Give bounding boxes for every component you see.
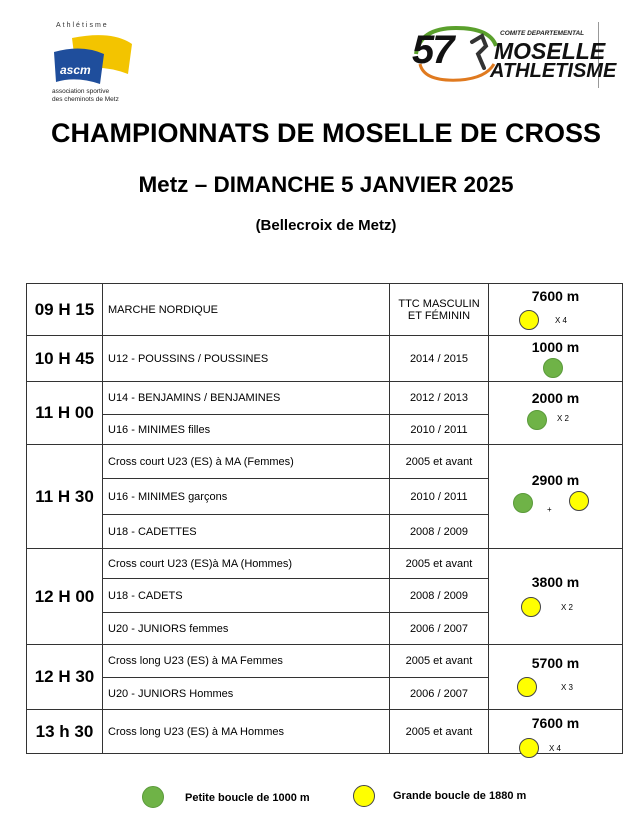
loop-multiplier: X 2 [557,414,570,423]
schedule-row [27,710,623,754]
start-time: 11 H 00 [27,382,103,445]
start-time: 10 H 45 [27,336,103,382]
loop-multiplier: X 3 [561,683,574,692]
large-loop-dot-icon [517,677,537,697]
distance-cell [489,645,623,710]
category-cell: Cross court U23 (ES) à MA (Femmes) [103,445,390,479]
schedule-row [27,336,623,382]
logo-committee: COMITE DEPARTEMENTAL [500,30,585,37]
legend-small-loop: Petite boucle de 1000 m [185,792,310,804]
category-cell: U18 - CADETS [103,579,390,613]
schedule-row [27,645,623,678]
category-cell: U16 - MINIMES garçons [103,479,390,515]
start-time: 13 h 30 [27,710,103,754]
logo-athletisme: ATHLETISME [490,60,617,82]
distance-cell [489,710,623,754]
large-loop-dot-icon [519,738,539,758]
distance-cell [489,382,623,445]
distance-label: 3800 m [531,574,580,590]
page-title: CHAMPIONNATS DE MOSELLE DE CROSS [50,118,602,148]
years-cell: 2010 / 2011 [390,479,489,515]
distance-cell [489,445,623,549]
large-loop-dot-icon [521,597,541,617]
schedule-row [27,445,623,479]
distance-label: 5700 m [531,655,580,671]
small-loop-dot-icon [527,410,547,430]
category-cell: U14 - BENJAMINS / BENJAMINES [103,382,390,415]
loop-multiplier: + [547,505,552,514]
category-cell: U20 - JUNIORS Hommes [103,678,390,710]
loop-multiplier: X 4 [549,744,562,753]
years-cell: 2008 / 2009 [390,515,489,549]
schedule-row [27,284,623,336]
legend-yellow-dot-icon [353,785,375,807]
logo-moselle: MOSELLE [494,38,606,64]
distance-label: 7600 m [531,715,580,731]
category-cell: Cross long U23 (ES) à MA Hommes [103,710,390,754]
years-cell: 2008 / 2009 [390,579,489,613]
years-cell: 2012 / 2013 [390,382,489,415]
start-time: 09 H 15 [27,284,103,336]
schedule-table [26,283,623,754]
logo-number: 57 [412,28,453,72]
distance-label: 2900 m [531,472,580,488]
distance-cell [489,549,623,645]
distance-label: 1000 m [531,339,580,355]
loop-multiplier: X 2 [561,603,574,612]
logo-mark: ascm [60,63,91,77]
years-cell: 2006 / 2007 [390,613,489,645]
ascm-emblem-icon [52,34,136,86]
schedule-row [27,382,623,415]
logo-tagline: Athlétisme [56,22,109,29]
distance-label: 2000 m [531,390,580,406]
years-cell: 2006 / 2007 [390,678,489,710]
distance-cell [489,336,623,382]
large-loop-dot-icon [569,491,589,511]
legend-green-dot-icon [142,786,164,808]
loop-multiplier: X 4 [555,316,568,325]
category-cell: U12 - POUSSINS / POUSSINES [103,336,390,382]
small-loop-dot-icon [513,493,533,513]
category-cell: Cross long U23 (ES) à MA Femmes [103,645,390,678]
venue-label: (Bellecroix de Metz) [255,217,397,234]
years-cell: TTC MASCULIN ET FÉMININ [390,284,489,336]
years-cell: 2014 / 2015 [390,336,489,382]
moselle-athletisme-logo [408,22,617,88]
schedule-row [27,549,623,579]
category-cell: U16 - MINIMES filles [103,415,390,445]
logo-caption-line2: des cheminots de Metz [52,96,119,103]
logo-caption-line1: association sportive [52,88,110,95]
years-cell: 2005 et avant [390,710,489,754]
category-cell: U20 - JUNIORS femmes [103,613,390,645]
legend-large-loop: Grande boucle de 1880 m [393,790,527,802]
distance-cell [489,284,623,336]
years-cell: 2005 et avant [390,645,489,678]
start-time: 12 H 30 [27,645,103,710]
category-cell: Cross court U23 (ES)à MA (Hommes) [103,549,390,579]
start-time: 11 H 30 [27,445,103,549]
ascm-logo [40,22,150,104]
category-cell: MARCHE NORDIQUE [103,284,390,336]
years-cell: 2005 et avant [390,549,489,579]
category-cell: U18 - CADETTES [103,515,390,549]
years-cell: 2010 / 2011 [390,415,489,445]
distance-label: 7600 m [531,288,580,304]
years-cell: 2005 et avant [390,445,489,479]
large-loop-dot-icon [519,310,539,330]
page-subtitle: Metz – DIMANCHE 5 JANVIER 2025 [138,172,514,197]
small-loop-dot-icon [543,358,563,378]
start-time: 12 H 00 [27,549,103,645]
